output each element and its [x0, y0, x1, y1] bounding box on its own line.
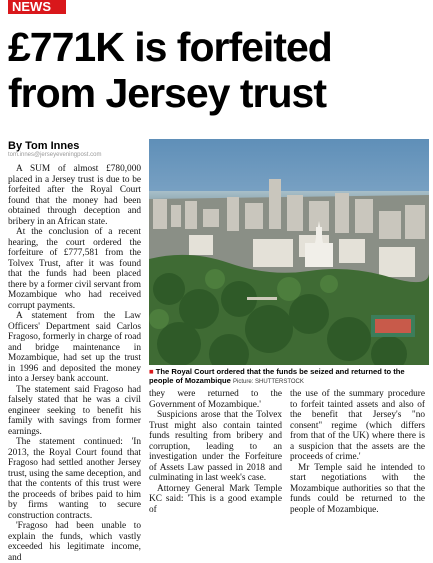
section-tab: NEWS [8, 0, 66, 14]
caption-text: The Royal Court ordered that the funds be seized and returned to the people of Mozambique [149, 367, 405, 385]
article-column-2 [149, 389, 282, 515]
paragraph: Mr Temple said he intended to start negotiations with the Mozambique authorities so that the funds could be returned to the people of Mozambique. [290, 462, 425, 515]
paragraph: At the conclusion of a recent hearing, the court ordered the forfeiture of £777,581 from the Tolvex Trust, after it was found that the funds had been placed there by a former civil servant from Mozambique who had received corrupt payments. [8, 227, 141, 311]
caption-bullet-icon: ■ [149, 367, 154, 376]
headline [8, 24, 428, 116]
byline: By Tom Innes [8, 140, 80, 152]
author-email[interactable]: tom.innes@jerseyeveningpost.com [8, 152, 102, 158]
photo-credit: Picture: SHUTTERSTOCK [232, 379, 304, 385]
headline-line-1: £771K is forfeited [8, 24, 332, 70]
article-column-1 [8, 164, 141, 563]
city-photo [149, 139, 429, 365]
paragraph: A statement from the Law Officers' Department said Carlos Fragoso, formerly in charge of road and bridge maintenance in Mozambique, had set up the trust in 1996 and deposited the money into a Jersey bank account. [8, 311, 141, 384]
paragraph: they were returned to the Government of Mozambique.' [149, 389, 282, 410]
paragraph: A SUM of almost £780,000 placed in a Jersey trust is due to be forfeited after the Royal Court found that the money had been obtained through deception and bribery in an African state. [8, 164, 141, 227]
paragraph: Suspicions arose that the Tolvex Trust might also contain tainted funds resulting from bribery and corruption, leading to an investigation under the Forfeiture of Assets Law passed in 2018 and culminating in last week's case. [149, 410, 282, 483]
paragraph: Attorney General Mark Temple KC said: 'This is a good example of [149, 483, 282, 515]
headline-line-2: from Jersey trust [8, 70, 326, 116]
paragraph: 'Fragoso had been unable to explain the funds, which vastly exceeded his legitimate income, and [8, 521, 141, 563]
photo-caption [149, 367, 429, 387]
article-column-3 [290, 389, 425, 515]
paragraph: The statement said Fragoso had falsely stated that he was a civil engineer seeking to benefit his family with savings from former earnings. [8, 384, 141, 437]
paragraph: The statement continued: 'In 2013, the Royal Court found that Fragoso had settled another Jersey trust, using the same deception, and that the contents of this trust were the proceeds of bribes paid to him by firms wanting to secure construction contracts. [8, 437, 141, 521]
paragraph: the use of the summary procedure to forfeit tainted assets and also of the benefit that Jersey's "no consent" regime (which differs from that of the UK) where there is a suspicion that the assets are the proceeds of crime.' [290, 389, 425, 462]
